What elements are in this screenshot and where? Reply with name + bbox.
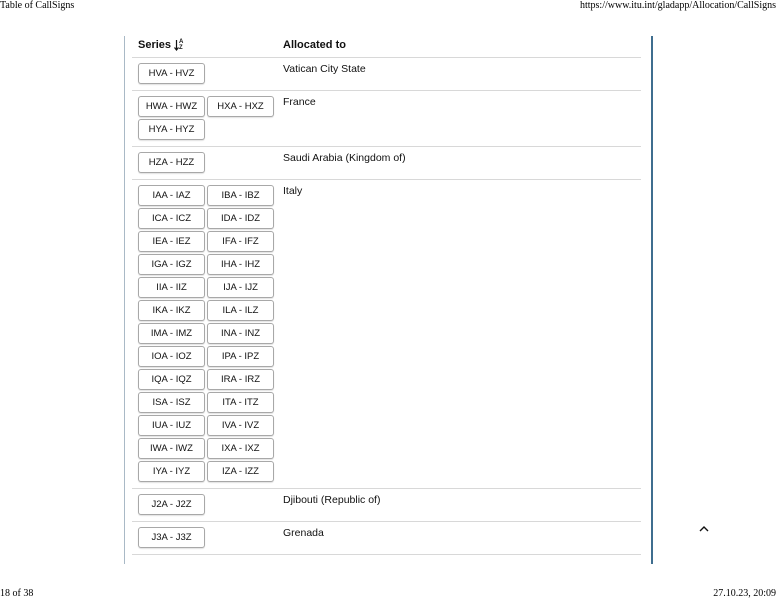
callsign-series-button[interactable]: HVA - HVZ xyxy=(138,63,205,84)
callsign-series-button[interactable]: IHA - IHZ xyxy=(207,254,274,275)
print-footer-page: 18 of 38 xyxy=(0,588,34,599)
series-header-label: Series xyxy=(138,39,172,51)
table-header xyxy=(132,36,641,58)
callsign-series-button[interactable]: IMA - IMZ xyxy=(138,323,205,344)
content-border-left xyxy=(124,36,125,564)
print-header-title: Table of CallSigns xyxy=(0,0,75,11)
callsign-series-button[interactable]: J3A - J3Z xyxy=(138,527,205,548)
callsign-series-button[interactable]: J2A - J2Z xyxy=(138,494,205,515)
content-border-right xyxy=(651,36,653,564)
callsign-series-button[interactable]: IYA - IYZ xyxy=(138,461,205,482)
allocated-to-cell: Saudi Arabia (Kingdom of) xyxy=(283,152,406,164)
callsign-series-button[interactable]: HZA - HZZ xyxy=(138,152,205,173)
allocated-to-cell: France xyxy=(283,96,316,108)
allocated-to-cell: Djibouti (Republic of) xyxy=(283,494,381,506)
callsign-series-button[interactable]: IPA - IPZ xyxy=(207,346,274,367)
callsign-series-button[interactable]: IDA - IDZ xyxy=(207,208,274,229)
allocated-to-cell: Vatican City State xyxy=(283,63,366,75)
callsign-series-button[interactable]: IRA - IRZ xyxy=(207,369,274,390)
callsign-series-button[interactable]: IJA - IJZ xyxy=(207,277,274,298)
callsign-series-button[interactable]: ISA - ISZ xyxy=(138,392,205,413)
callsign-series-button[interactable]: IQA - IQZ xyxy=(138,369,205,390)
series-cell xyxy=(132,96,283,142)
table-row xyxy=(132,58,641,91)
series-cell xyxy=(132,63,283,86)
allocated-to-cell: Grenada xyxy=(283,527,324,539)
series-cell xyxy=(132,152,283,175)
table-row xyxy=(132,147,641,180)
sort-glyph-top: A xyxy=(179,38,184,45)
series-cell xyxy=(132,494,283,517)
callsign-series-button[interactable]: IZA - IZZ xyxy=(207,461,274,482)
table-row xyxy=(132,522,641,555)
callsign-table xyxy=(132,36,641,555)
table-row xyxy=(132,91,641,147)
print-footer-timestamp: 27.10.23, 20:09 xyxy=(713,588,776,599)
callsign-series-button[interactable]: ICA - ICZ xyxy=(138,208,205,229)
column-header-allocated[interactable]: Allocated to xyxy=(283,39,346,51)
callsign-series-button[interactable]: ILA - ILZ xyxy=(207,300,274,321)
callsign-series-button[interactable]: IBA - IBZ xyxy=(207,185,274,206)
callsign-series-button[interactable]: IXA - IXZ xyxy=(207,438,274,459)
callsign-series-button[interactable]: HYA - HYZ xyxy=(138,119,205,140)
callsign-series-button[interactable]: INA - INZ xyxy=(207,323,274,344)
callsign-series-button[interactable]: IWA - IWZ xyxy=(138,438,205,459)
callsign-series-button[interactable]: ITA - ITZ xyxy=(207,392,274,413)
table-row xyxy=(132,180,641,489)
sort-az-icon[interactable] xyxy=(174,40,184,51)
callsign-series-button[interactable]: IOA - IOZ xyxy=(138,346,205,367)
callsign-series-button[interactable]: IUA - IUZ xyxy=(138,415,205,436)
callsign-series-button[interactable]: IAA - IAZ xyxy=(138,185,205,206)
series-cell xyxy=(132,527,283,550)
sort-glyph-bottom: Z xyxy=(179,44,183,51)
callsign-series-button[interactable]: IVA - IVZ xyxy=(207,415,274,436)
callsign-series-button[interactable]: IKA - IKZ xyxy=(138,300,205,321)
print-header-url: https://www.itu.int/gladapp/Allocation/CallSigns xyxy=(579,0,776,11)
callsign-series-button[interactable]: IGA - IGZ xyxy=(138,254,205,275)
column-header-series[interactable] xyxy=(132,39,283,51)
callsign-series-button[interactable]: HXA - HXZ xyxy=(207,96,274,117)
allocated-to-cell: Italy xyxy=(283,185,303,197)
callsign-series-button[interactable]: IIA - IIZ xyxy=(138,277,205,298)
chevron-up-icon[interactable] xyxy=(697,522,711,534)
table-row xyxy=(132,489,641,522)
series-cell xyxy=(132,185,283,484)
table-body xyxy=(132,58,641,555)
callsign-series-button[interactable]: IEA - IEZ xyxy=(138,231,205,252)
callsign-series-button[interactable]: IFA - IFZ xyxy=(207,231,274,252)
callsign-series-button[interactable]: HWA - HWZ xyxy=(138,96,205,117)
